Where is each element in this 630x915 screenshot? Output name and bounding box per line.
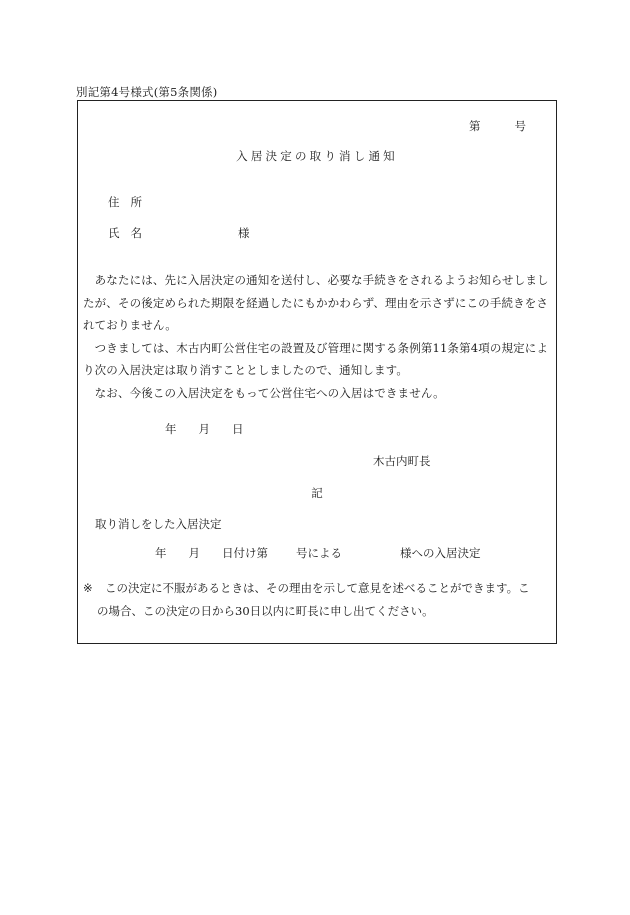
date-year: 年 — [165, 422, 177, 436]
cancel-by: 号による — [296, 546, 342, 560]
note-text-1: この決定に不服があるときは、その理由を示して意見を述べることができます。こ — [105, 581, 530, 595]
body-paragraph-2: つきましては、木古内町公営住宅の設置及び管理に関する条例第11条第4項の規定により次の入居決定は取り消すこととしましたので、通知します。 — [83, 340, 549, 377]
cancel-dated: 日付け第 — [222, 546, 268, 560]
cancel-year: 年 — [155, 546, 167, 560]
address-label-2: 所 — [130, 195, 142, 209]
honorific-sama: 様 — [238, 226, 250, 240]
date-day: 日 — [232, 422, 244, 436]
body-text — [83, 269, 553, 404]
document-number-dai: 第 — [469, 119, 481, 133]
cancel-month: 月 — [188, 546, 200, 560]
date-row — [165, 421, 244, 437]
document-title: 入居決定の取り消し通知 — [236, 149, 398, 163]
notice-frame — [77, 100, 557, 644]
cancel-label: 取り消しをした入居決定 — [95, 517, 222, 531]
note-line-2: の場合、この決定の日から30日以内に町長に申し出てください。 — [97, 603, 434, 618]
note — [83, 577, 553, 622]
name-label-1: 氏 — [108, 226, 120, 240]
name-row — [108, 225, 250, 241]
date-month: 月 — [198, 422, 210, 436]
body-paragraph-3: なお、今後この入居決定をもって公営住宅への入居はできません。 — [83, 385, 445, 400]
signer: 木古内町長 — [373, 454, 431, 468]
note-line-1 — [83, 577, 553, 600]
cancel-detail — [155, 545, 481, 561]
form-label: 別記第4号様式(第5条関係) — [76, 85, 218, 99]
cancel-suffix: 様への入居決定 — [400, 546, 481, 560]
document-number — [469, 118, 526, 134]
body-paragraph-1: あなたには、先に入居決定の通知を送付し、必要な手続きをされるようお知らせしましたが、その後定められた期限を経過したにもかかわらず、理由を示さずにこの手続きをされておりません。 — [83, 273, 549, 332]
address-row — [108, 194, 142, 210]
note-mark: ※ — [83, 581, 93, 595]
ki-heading: 記 — [311, 486, 323, 500]
document-number-go: 号 — [514, 119, 526, 133]
address-label-1: 住 — [108, 195, 120, 209]
name-label-2: 名 — [130, 226, 142, 240]
